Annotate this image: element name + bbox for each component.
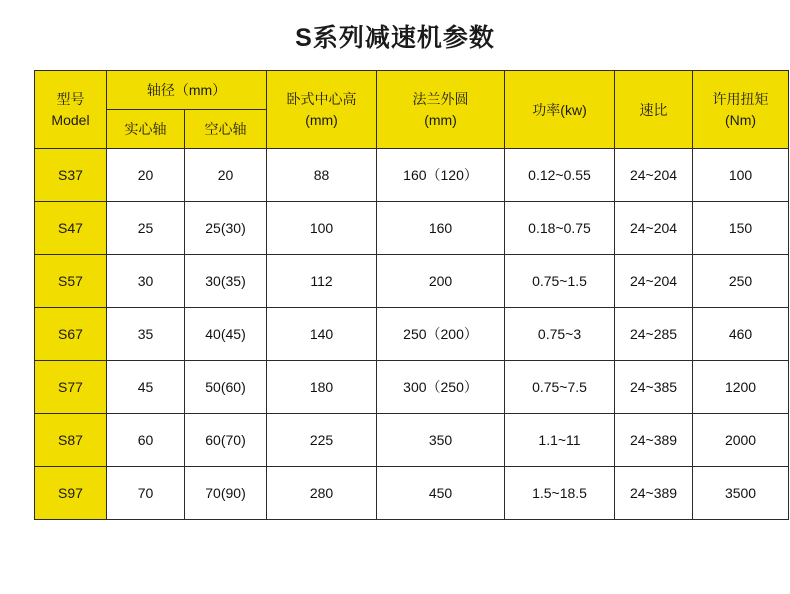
cell-shaft-hollow: 40(45) xyxy=(185,308,267,361)
cell-center-height: 100 xyxy=(267,202,377,255)
cell-torque: 150 xyxy=(693,202,789,255)
column-header-flange xyxy=(377,71,505,149)
cell-shaft-hollow: 50(60) xyxy=(185,361,267,414)
cell-ratio: 24~204 xyxy=(615,149,693,202)
cell-flange: 160（120） xyxy=(377,149,505,202)
column-header-shaft-solid: 实心轴 xyxy=(107,110,185,149)
cell-center-height: 88 xyxy=(267,149,377,202)
table-row xyxy=(35,467,789,520)
cell-power: 0.18~0.75 xyxy=(505,202,615,255)
cell-ratio: 24~285 xyxy=(615,308,693,361)
cell-shaft-solid: 45 xyxy=(107,361,185,414)
column-header-ratio: 速比 xyxy=(615,71,693,149)
spec-table xyxy=(34,70,789,520)
cell-center-height: 112 xyxy=(267,255,377,308)
column-header-torque-line1: 许用扭矩 xyxy=(712,91,769,108)
column-header-power: 功率(kw) xyxy=(505,71,615,149)
spec-table-container xyxy=(0,70,790,520)
column-header-model xyxy=(35,71,107,149)
cell-center-height: 225 xyxy=(267,414,377,467)
cell-ratio: 24~204 xyxy=(615,202,693,255)
cell-model: S67 xyxy=(35,308,107,361)
column-header-flange-line1: 法兰外圆 xyxy=(412,91,469,108)
column-header-torque xyxy=(693,71,789,149)
table-row xyxy=(35,361,789,414)
cell-shaft-hollow: 20 xyxy=(185,149,267,202)
cell-center-height: 180 xyxy=(267,361,377,414)
cell-flange: 250（200） xyxy=(377,308,505,361)
cell-model: S57 xyxy=(35,255,107,308)
cell-shaft-solid: 35 xyxy=(107,308,185,361)
cell-flange: 300（250） xyxy=(377,361,505,414)
cell-power: 0.12~0.55 xyxy=(505,149,615,202)
table-row xyxy=(35,255,789,308)
column-header-center-height xyxy=(267,71,377,149)
cell-shaft-solid: 60 xyxy=(107,414,185,467)
cell-torque: 100 xyxy=(693,149,789,202)
table-row xyxy=(35,202,789,255)
table-row xyxy=(35,414,789,467)
column-header-torque-line2: (Nm) xyxy=(724,111,757,128)
cell-ratio: 24~385 xyxy=(615,361,693,414)
cell-model: S77 xyxy=(35,361,107,414)
column-header-shaft-hollow: 空心轴 xyxy=(185,110,267,149)
table-head xyxy=(35,71,789,149)
table-header-row-1 xyxy=(35,71,789,110)
column-header-shaft-group: 轴径（mm） xyxy=(107,71,267,110)
table-row xyxy=(35,149,789,202)
cell-power: 0.75~7.5 xyxy=(505,361,615,414)
cell-torque: 460 xyxy=(693,308,789,361)
cell-flange: 350 xyxy=(377,414,505,467)
cell-center-height: 140 xyxy=(267,308,377,361)
cell-shaft-hollow: 70(90) xyxy=(185,467,267,520)
cell-torque: 250 xyxy=(693,255,789,308)
cell-shaft-hollow: 60(70) xyxy=(185,414,267,467)
cell-model: S47 xyxy=(35,202,107,255)
cell-shaft-solid: 25 xyxy=(107,202,185,255)
cell-torque: 1200 xyxy=(693,361,789,414)
cell-power: 0.75~3 xyxy=(505,308,615,361)
cell-shaft-solid: 70 xyxy=(107,467,185,520)
cell-flange: 450 xyxy=(377,467,505,520)
cell-center-height: 280 xyxy=(267,467,377,520)
table-row xyxy=(35,308,789,361)
column-header-center-height-line1: 卧式中心高 xyxy=(286,91,357,108)
cell-model: S87 xyxy=(35,414,107,467)
column-header-center-height-line2: (mm) xyxy=(305,111,338,128)
cell-power: 1.5~18.5 xyxy=(505,467,615,520)
cell-torque: 2000 xyxy=(693,414,789,467)
cell-shaft-solid: 20 xyxy=(107,149,185,202)
column-header-flange-line2: (mm) xyxy=(424,111,457,128)
cell-shaft-hollow: 25(30) xyxy=(185,202,267,255)
column-header-model-line1: 型号 xyxy=(56,91,85,108)
cell-shaft-solid: 30 xyxy=(107,255,185,308)
cell-model: S97 xyxy=(35,467,107,520)
cell-ratio: 24~204 xyxy=(615,255,693,308)
cell-ratio: 24~389 xyxy=(615,467,693,520)
column-header-model-line2: Model xyxy=(51,111,90,128)
cell-power: 0.75~1.5 xyxy=(505,255,615,308)
cell-power: 1.1~11 xyxy=(505,414,615,467)
cell-torque: 3500 xyxy=(693,467,789,520)
table-body xyxy=(35,149,789,520)
cell-ratio: 24~389 xyxy=(615,414,693,467)
cell-flange: 200 xyxy=(377,255,505,308)
page-title: S系列减速机参数 xyxy=(295,24,495,52)
cell-flange: 160 xyxy=(377,202,505,255)
cell-model: S37 xyxy=(35,149,107,202)
cell-shaft-hollow: 30(35) xyxy=(185,255,267,308)
